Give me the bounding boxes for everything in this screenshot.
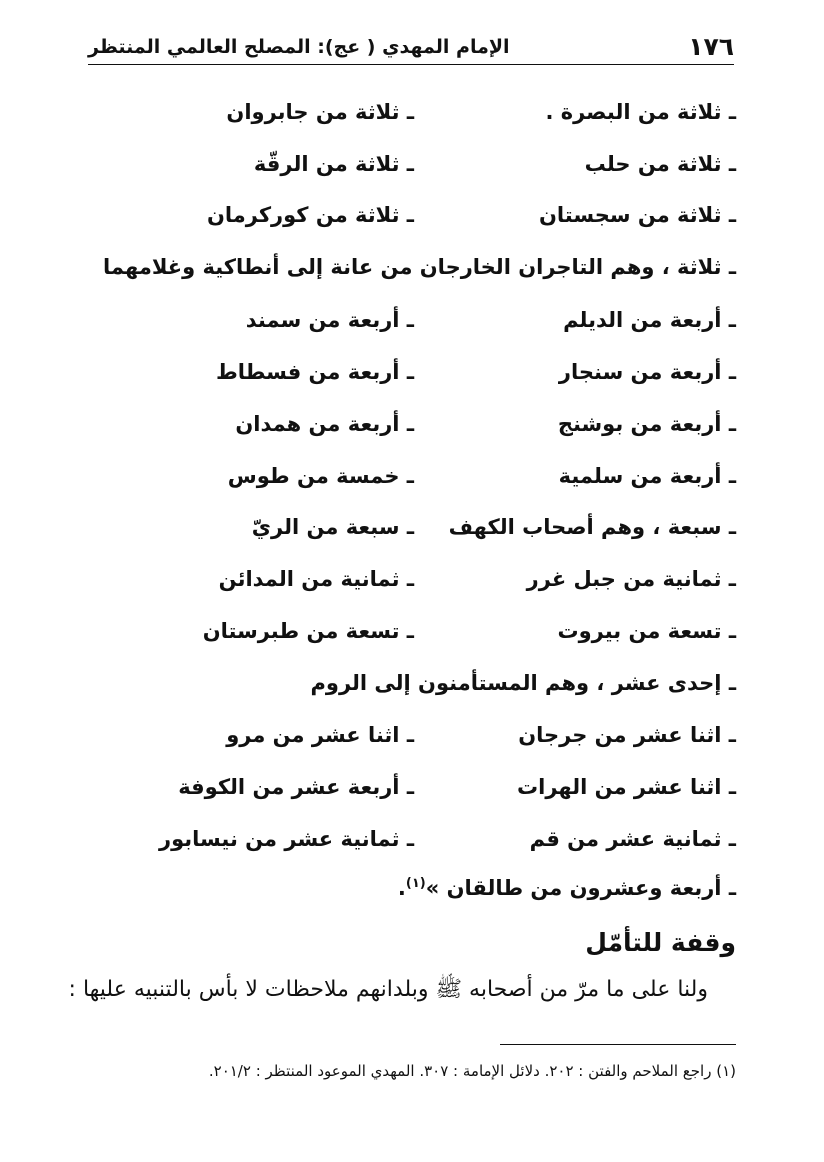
list-item: ـ أربعة من سنجار — [558, 360, 736, 384]
running-title: الإمام المهدي ( عج): المصلح العالمي المنتظر — [88, 36, 510, 58]
list-item: ـ ثلاثة من البصرة . — [545, 100, 736, 124]
list-item-end: . — [397, 876, 406, 900]
list-item: ـ إحدى عشر ، وهم المستأمنون إلى الروم — [310, 671, 736, 695]
list-item: ـ سبعة ، وهم أصحاب الكهف — [448, 515, 736, 539]
list-item: ـ ثلاثة من جابروان — [226, 100, 414, 124]
list-item: ـ خمسة من طوس — [227, 464, 414, 488]
body-paragraph: ولنا على ما مرّ من أصحابه ﷺ وبلدانهم ملاحظات لا بأس بالتنبيه عليها : — [68, 977, 708, 1002]
section-heading: وقفة للتأمّل — [585, 928, 736, 957]
list-item: ـ أربعة من سمند — [245, 308, 414, 332]
list-item: ـ ثمانية عشر من قم — [529, 827, 736, 851]
list-item: ـ ثلاثة من سجستان — [539, 203, 736, 227]
page-number: ١٧٦ — [688, 32, 734, 61]
list-item-last — [398, 876, 736, 900]
page-header — [88, 30, 734, 65]
list-item: ـ أربعة من همدان — [235, 412, 414, 436]
list-item: ـ سبعة من الريّ — [251, 515, 414, 539]
list-item: ـ ثمانية من جبل غرر — [526, 567, 736, 591]
list-item: ـ ثلاثة من الرقّة — [253, 152, 414, 176]
list-item: ـ اثنا عشر من جرجان — [518, 723, 736, 747]
footnote: (١) راجع الملاحم والفتن : ٢٠٢. دلائل الإمامة : ٣٠٧. المهدي الموعود المنتظر : ٢٠١/٢. — [208, 1062, 736, 1080]
footnote-ref: (١) — [405, 876, 426, 891]
list-item: ـ أربعة من الديلم — [563, 308, 736, 332]
list-item: ـ اثنا عشر من مرو — [226, 723, 414, 747]
list-item: ـ أربعة عشر من الكوفة — [178, 775, 414, 799]
list-item: ـ ثمانية من المدائن — [218, 567, 414, 591]
list-item: ـ ثلاثة ، وهم التاجران الخارجان من عانة إلى أنطاكية وغلامهما — [103, 255, 736, 279]
footnote-divider — [500, 1044, 736, 1045]
list-item: ـ اثنا عشر من الهرات — [517, 775, 736, 799]
list-item: ـ أربعة من فسطاط — [215, 360, 414, 384]
list-item: ـ أربعة من بوشنج — [557, 412, 736, 436]
list-item: ـ تسعة من بيروت — [557, 619, 736, 643]
list-item: ـ تسعة من طبرستان — [202, 619, 414, 643]
list-item-text: ـ أربعة وعشرون من طالقان » — [425, 876, 736, 900]
list-item: ـ أربعة من سلمية — [558, 464, 736, 488]
list-item: ـ ثلاثة من كوركرمان — [206, 203, 414, 227]
list-item: ـ ثمانية عشر من نيسابور — [159, 827, 414, 851]
list-item: ـ ثلاثة من حلب — [584, 152, 736, 176]
